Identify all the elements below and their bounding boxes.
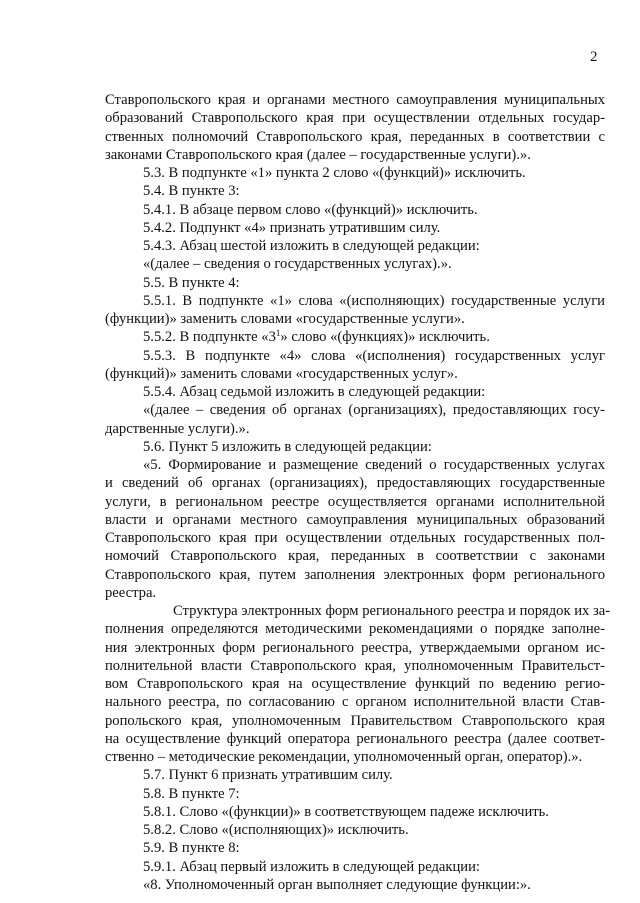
text-line: 5.9. В пункте 8: <box>143 840 240 857</box>
text-line: Ставропольского края, путем заполнения электронных форм регионального <box>105 566 605 583</box>
text-line: ния электронных форм регионального реестра, утверждаемыми органом ис- <box>105 639 605 656</box>
text-line: 5.5.1. В подпункте «1» слова «(исполняющих) государственные услуги <box>143 292 605 309</box>
text-line: 5.4.2. Подпункт «4» признать утратившим силу. <box>143 219 441 236</box>
text-line: ропольского края, уполномоченным Правительством Ставропольского края <box>105 712 605 729</box>
text-segment: » слово «(функциях)» исключить. <box>280 329 490 346</box>
text-line: «(далее – сведения о государственных услугах).». <box>143 256 452 273</box>
text-line: Ставропольского края при осуществлении отдельных государственных пол- <box>105 530 605 546</box>
text-line: и сведений об органах (организациях), предоставляющих государственные <box>105 475 605 492</box>
text-line: дарственные услуги).». <box>105 420 250 437</box>
superscript: 1 <box>275 328 281 339</box>
text-line: «5. Формирование и размещение сведений о государственных услугах <box>143 457 605 473</box>
text-line: ственно – методические рекомендации, уполномоченный орган, оператор).». <box>105 749 583 765</box>
text-line: 5.4. В пункте 3: <box>143 183 240 200</box>
text-line: реестра. <box>105 584 157 601</box>
text-line: 5.6. Пункт 5 изложить в следующей редакции: <box>143 438 432 455</box>
text-line: 5.8. В пункте 7: <box>143 785 240 802</box>
text-line: 5.9.1. Абзац первый изложить в следующей редакции: <box>143 858 480 875</box>
text-line: 5.5.3. В подпункте «4» слова «(исполнения) государственных услуг <box>143 347 605 364</box>
text-line: услуги, в региональном реестре осуществляется органами исполнительной <box>105 493 605 510</box>
text-line: 5.4.3. Абзац шестой изложить в следующей редакции: <box>143 238 480 254</box>
text-line: номочий Ставропольского края, переданных в соответствии с законами <box>105 548 605 565</box>
page-number: 2 <box>590 49 598 65</box>
text-line: 5.4.1. В абзаце первом слово «(функций)» исключить. <box>143 201 478 218</box>
text-line: Ставропольского края и органами местного самоуправления муниципальных <box>105 92 605 108</box>
text-line: Структура электронных форм регионального реестра и порядок их за- <box>173 603 611 619</box>
text-line: полнительной власти Ставропольского края, уполномоченным Правительст- <box>105 657 605 674</box>
text-line: нального реестра, по согласованию с органом исполнительной власти Став- <box>105 694 605 711</box>
text-line: 5.5. В пункте 4: <box>143 274 240 291</box>
text-line <box>105 328 605 346</box>
text-line: «(далее – сведения об органах (организациях), предоставляющих госу- <box>143 402 605 419</box>
text-line: власти и органами местного самоуправления муниципальных образований <box>105 511 605 528</box>
text-line: 5.8.1. Слово «(функции)» в соответствующем падеже исключить. <box>143 803 549 820</box>
document-body <box>105 91 611 894</box>
text-segment: 5.5.2. В подпункте «3 <box>143 329 276 346</box>
text-line: законами Ставропольского края (далее – государственные услуги).». <box>105 146 531 163</box>
text-line: 5.5.4. Абзац седьмой изложить в следующей редакции: <box>143 384 486 400</box>
text-line: полнения определяются методическими рекомендациями о порядке заполне- <box>105 621 605 638</box>
text-line: «8. Уполномоченный орган выполняет следующие функции:». <box>143 876 531 893</box>
text-line: 5.3. В подпункте «1» пункта 2 слово «(функций)» исключить. <box>143 165 526 181</box>
text-line: на осуществление функций оператора регионального реестра (далее соответ- <box>105 730 605 747</box>
text-line: 5.7. Пункт 6 признать утратившим силу. <box>143 767 393 784</box>
text-line: ственных полномочий Ставропольского края, переданных в соответствии с <box>105 128 605 145</box>
text-line: (функции)» заменить словами «государственные услуги». <box>105 311 465 327</box>
text-line: образований Ставропольского края при осуществлении отдельных государ- <box>105 110 605 127</box>
text-line: (функций)» заменить словами «государственных услуг». <box>105 365 458 382</box>
text-line: вом Ставропольского края на осуществление функций по ведению регио- <box>105 676 605 692</box>
text-line: 5.8.2. Слово «(исполняющих)» исключить. <box>143 822 409 838</box>
